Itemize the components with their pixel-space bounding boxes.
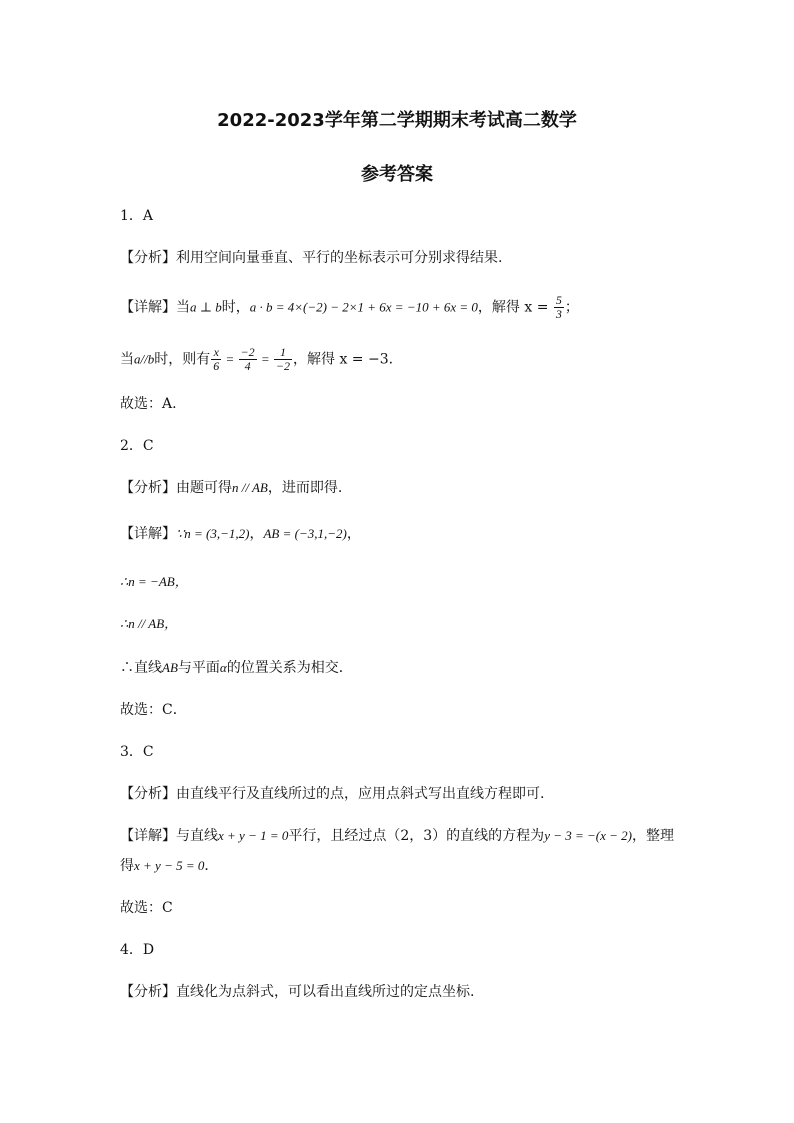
frac-numerator: −2 <box>240 345 255 359</box>
detail-label: 【详解】 <box>120 828 176 844</box>
vector-n-expression: ∵n = (3,−1,2) <box>176 526 250 541</box>
analysis-text: ，进而即得. <box>267 480 343 496</box>
parallel-expression: a//b <box>134 351 155 367</box>
fraction-x-6 <box>211 346 221 373</box>
q3-choice: 故选：C <box>120 900 173 916</box>
fraction-1-neg2 <box>274 346 292 373</box>
solve-text: ，解得 x = <box>477 299 553 316</box>
q1-analysis <box>120 248 502 268</box>
analysis-label: 【分析】 <box>120 786 176 802</box>
vector-ab-expression: AB = (−3,1,−2) <box>263 526 347 541</box>
dot-product-expression: a · b = 4×(−2) − 2×1 + 6x = −10 + 6x = 0 <box>249 299 478 315</box>
q2-step2 <box>120 614 177 634</box>
line-ab: AB <box>162 660 178 675</box>
analysis-text: 直线化为点斜式，可以看出直线所过的定点坐标. <box>176 984 475 1000</box>
detail-text: 平行，且经过点（2，3）的直线的方程为 <box>288 828 545 844</box>
frac-numerator: 1 <box>274 346 292 360</box>
q3-detail <box>120 826 674 846</box>
parallel-expression: n // AB <box>232 480 268 495</box>
frac-denominator: 4 <box>244 359 251 373</box>
page-title: 2022-2023学年第二学期期末考试高二数学 <box>217 110 577 131</box>
equation: x + y − 1 = 0 <box>218 828 289 843</box>
analysis-label: 【分析】 <box>120 480 176 496</box>
frac-denominator: −2 <box>275 359 291 373</box>
q1-number: 1．A <box>120 208 154 224</box>
analysis-label: 【分析】 <box>120 250 176 266</box>
q1-detail <box>120 294 579 321</box>
q3-number: 3．C <box>120 744 154 760</box>
detail-text: 当 <box>176 299 190 316</box>
detail-text: 时，则有 <box>154 351 211 368</box>
frac-denominator: 3 <box>555 307 562 321</box>
step-text: 与平面 <box>177 660 220 676</box>
plane-alpha: α <box>219 660 227 675</box>
frac-denominator: 6 <box>213 359 220 373</box>
frac-numerator: 5 <box>555 293 562 307</box>
detail-label: 【详解】 <box>120 299 176 316</box>
q4-number: 4．D <box>120 942 155 958</box>
step-text: ∴直线 <box>120 660 162 676</box>
detail-text: ，整理 <box>631 828 674 844</box>
q3-detail-line2 <box>120 856 218 876</box>
analysis-text: 由题可得 <box>176 480 232 496</box>
punctuation: ， <box>346 526 361 542</box>
detail-label: 【详解】 <box>120 526 176 542</box>
punctuation: ； <box>564 299 579 316</box>
perp-expression: a ⊥ b <box>190 299 222 315</box>
detail-text: 与直线 <box>176 828 218 844</box>
frac-numerator: x <box>211 346 221 360</box>
step-text: 的位置关系为相交． <box>226 660 353 676</box>
q2-number: 2．C <box>120 438 154 454</box>
q2-step3 <box>120 658 353 678</box>
step-expression: ∴n = −AB， <box>120 574 188 589</box>
q1-parallel: 当a//b时，则有 $\frac{x}{6}$ = $\frac{-2}{4}$ = $\frac{1}{-2}$ ，解得 x = −3. <box>120 345 394 373</box>
detail-text: 当 <box>120 351 134 368</box>
q2-step1 <box>120 572 188 592</box>
q2-detail <box>120 524 361 544</box>
analysis-label: 【分析】 <box>120 984 176 1000</box>
detail-text: 得 <box>120 858 134 874</box>
q3-analysis <box>120 784 544 804</box>
detail-text: ，解得 x = −3. <box>293 351 394 368</box>
step-expression: ∴n // AB， <box>120 616 178 631</box>
analysis-text: 由直线平行及直线所过的点，应用点斜式写出直线方程即可. <box>176 786 545 802</box>
analysis-text: 利用空间向量垂直、平行的坐标表示可分别求得结果. <box>176 250 503 266</box>
fraction-neg2-4 <box>239 346 257 373</box>
detail-text: 时， <box>221 299 250 316</box>
page-subtitle: 参考答案 <box>361 164 433 185</box>
punctuation: ， <box>249 526 264 542</box>
punctuation: ． <box>204 858 219 874</box>
q1-choice: 故选：A. <box>120 396 177 412</box>
q4-analysis <box>120 982 474 1002</box>
fraction-5-3 <box>554 294 564 321</box>
q2-choice: 故选：C． <box>120 702 187 718</box>
equation: y − 3 = −(x − 2) <box>544 828 632 843</box>
q2-analysis <box>120 478 342 498</box>
equation: x + y − 5 = 0 <box>134 858 205 873</box>
